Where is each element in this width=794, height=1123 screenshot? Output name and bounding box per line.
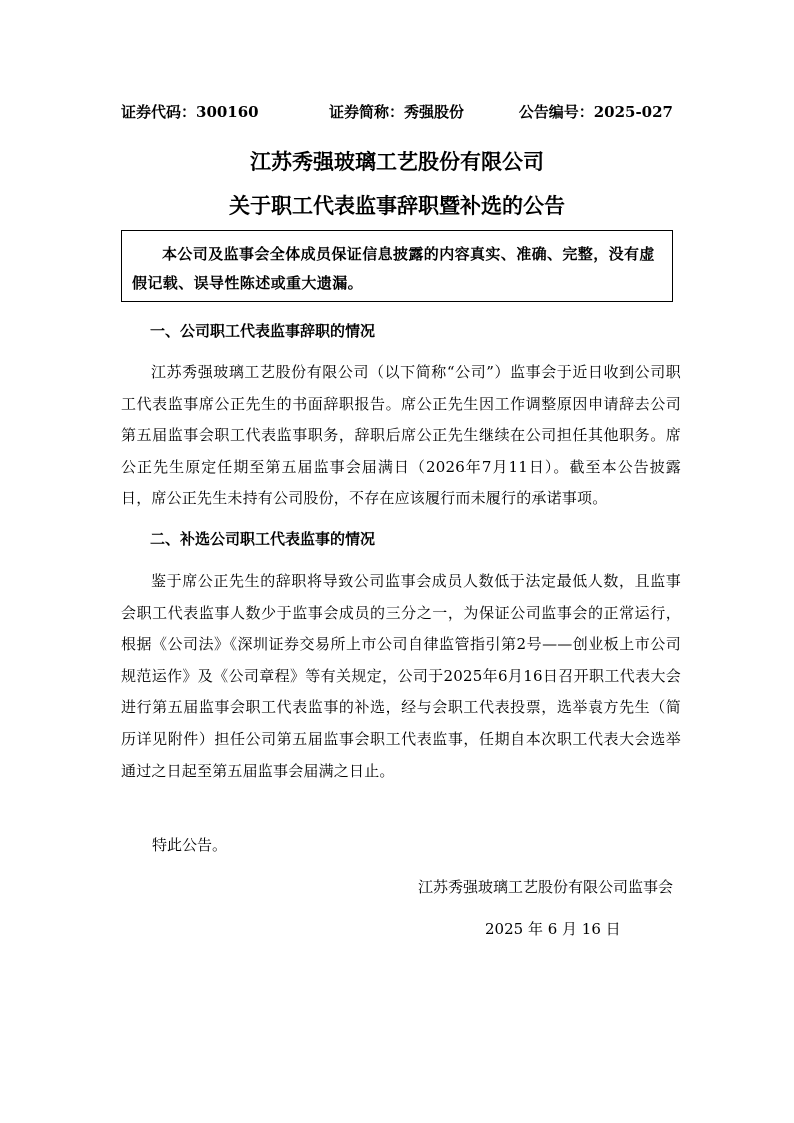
closing-statement: 特此公告。 — [152, 836, 228, 854]
section-heading-resignation: 一、公司职工代表监事辞职的情况 — [150, 322, 376, 340]
section-body-by-election: 鉴于席公正先生的辞职将导致公司监事会成员人数低于法定最低人数，且监事会职工代表监事人数少于监事会成员的三分之一，为保证公司监事会的正常运行，根据《公司法》《深圳证券交易所上市公司自律监管指引第2号——创业板上市公司规范运作》及《公司章程》等有关规定，公司于2025年6月16日召开职工代表大会进行第五届监事会职工代表监事的补选，经与会职工代表投票，选举袁方先生（简历详见附件）担任公司第五届监事会职工代表监事，任期自本次职工代表大会选举通过之日起至第五届监事会届满之日止。 — [121, 572, 681, 780]
announcement-title: 关于职工代表监事辞职暨补选的公告 — [229, 193, 565, 218]
stock-code: 证券代码：300160 — [121, 103, 259, 121]
company-title: 江苏秀强玻璃工艺股份有限公司 — [250, 149, 544, 174]
stock-abbreviation: 证券简称：秀强股份 — [329, 103, 465, 121]
section-heading-by-election: 二、补选公司职工代表监事的情况 — [150, 530, 376, 548]
disclosure-notice-box: 本公司及监事会全体成员保证信息披露的内容真实、准确、完整，没有虚假记载、误导性陈述或重大遗漏。 — [121, 230, 673, 302]
announcement-number: 公告编号：2025-027 — [518, 103, 673, 121]
signature-date: 2025 年 6 月 16 日 — [485, 920, 621, 938]
signature-board: 江苏秀强玻璃工艺股份有限公司监事会 — [417, 878, 673, 896]
section-body-resignation: 江苏秀强玻璃工艺股份有限公司（以下简称“公司”）监事会于近日收到公司职工代表监事席公正先生的书面辞职报告。席公正先生因工作调整原因申请辞去公司第五届监事会职工代表监事职务，辞职后席公正先生继续在公司担任其他职务。席公正先生原定任期至第五届监事会届满日（2026年7月11日）。截至本公告披露日，席公正先生未持有公司股份，不存在应该履行而未履行的承诺事项。 — [121, 363, 681, 508]
